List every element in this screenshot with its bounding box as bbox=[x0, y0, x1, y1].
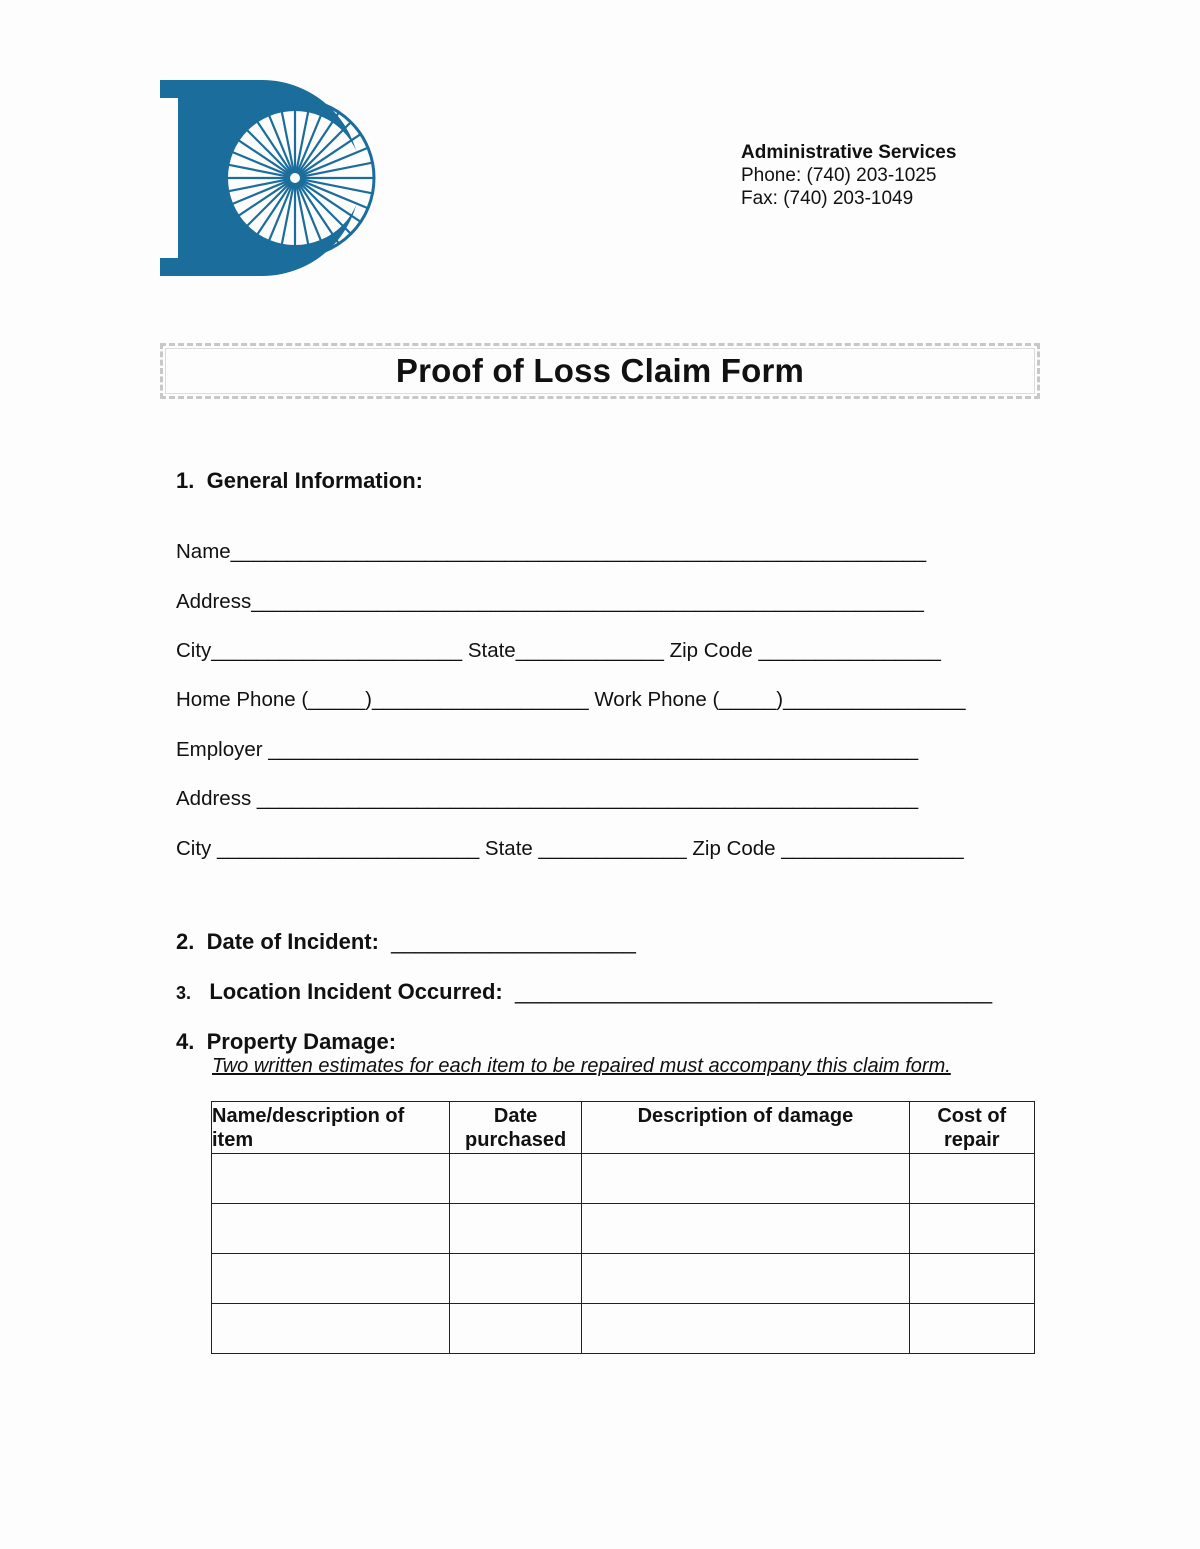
table-cell[interactable] bbox=[212, 1254, 450, 1304]
col-header-date: Date purchased bbox=[449, 1102, 581, 1154]
fax-number: Fax: (740) 203-1049 bbox=[741, 188, 914, 209]
col-header-item: Name/description of item bbox=[212, 1102, 450, 1154]
phone-number: Phone: (740) 203-1025 bbox=[741, 165, 937, 186]
table-cell[interactable] bbox=[582, 1254, 909, 1304]
table-cell[interactable] bbox=[212, 1204, 450, 1254]
table-header-row bbox=[212, 1102, 1035, 1154]
table-cell[interactable] bbox=[582, 1304, 909, 1354]
city-state-zip-field[interactable]: City______________________ State_____________ Zip Code ________________ bbox=[176, 639, 941, 662]
section-title: Location Incident Occurred: bbox=[209, 979, 503, 1004]
section-number: 4. bbox=[176, 1029, 195, 1054]
table-cell[interactable] bbox=[909, 1204, 1034, 1254]
col-header-cost: Cost of repair bbox=[909, 1102, 1034, 1154]
employer-address-field[interactable]: Address __________________________________________________________ bbox=[176, 787, 919, 810]
table-cell[interactable] bbox=[449, 1254, 581, 1304]
col-header-damage: Description of damage bbox=[582, 1102, 909, 1154]
title-banner bbox=[160, 343, 1040, 399]
table-row bbox=[212, 1254, 1035, 1304]
contact-block bbox=[741, 141, 956, 210]
table-cell[interactable] bbox=[449, 1154, 581, 1204]
section-title: Property Damage: bbox=[206, 1029, 397, 1054]
table-row bbox=[212, 1204, 1035, 1254]
date-of-incident-field[interactable]: ____________________ bbox=[391, 929, 636, 954]
table-cell[interactable] bbox=[449, 1304, 581, 1354]
section-location bbox=[176, 979, 992, 1005]
table-cell[interactable] bbox=[909, 1154, 1034, 1204]
table-cell[interactable] bbox=[582, 1154, 909, 1204]
section-title: General Information: bbox=[206, 468, 423, 493]
employer-field[interactable]: Employer _________________________________________________________ bbox=[176, 738, 919, 761]
section-title: Date of Incident: bbox=[206, 929, 379, 954]
table-row bbox=[212, 1154, 1035, 1204]
section-number: 2. bbox=[176, 929, 195, 954]
section-property-damage bbox=[176, 1029, 396, 1055]
section-number: 3. bbox=[176, 983, 192, 1003]
table-cell[interactable] bbox=[582, 1204, 909, 1254]
section-number: 1. bbox=[176, 468, 195, 493]
phone-fields[interactable]: Home Phone (_____)___________________ Work Phone (_____)________________ bbox=[176, 688, 966, 711]
location-field[interactable]: _______________________________________ bbox=[514, 979, 993, 1004]
employer-city-state-zip-field[interactable]: City _______________________ State _____________ Zip Code ________________ bbox=[176, 837, 964, 860]
table-cell[interactable] bbox=[212, 1154, 450, 1204]
property-damage-table bbox=[211, 1101, 1035, 1354]
section-date-of-incident bbox=[176, 929, 636, 955]
table-cell[interactable] bbox=[212, 1304, 450, 1354]
org-name: Administrative Services bbox=[741, 142, 957, 163]
table-cell[interactable] bbox=[909, 1254, 1034, 1304]
address-field[interactable]: Address___________________________________________________________ bbox=[176, 590, 924, 613]
city-logo bbox=[160, 80, 394, 276]
name-field[interactable]: Name_____________________________________________________________ bbox=[176, 540, 927, 563]
table-row bbox=[212, 1304, 1035, 1354]
table-cell[interactable] bbox=[449, 1204, 581, 1254]
table-cell[interactable] bbox=[909, 1304, 1034, 1354]
page-title: Proof of Loss Claim Form bbox=[395, 352, 805, 389]
estimates-note: Two written estimates for each item to be repaired must accompany this claim form. bbox=[212, 1055, 951, 1077]
section-general-info-heading bbox=[176, 468, 423, 494]
